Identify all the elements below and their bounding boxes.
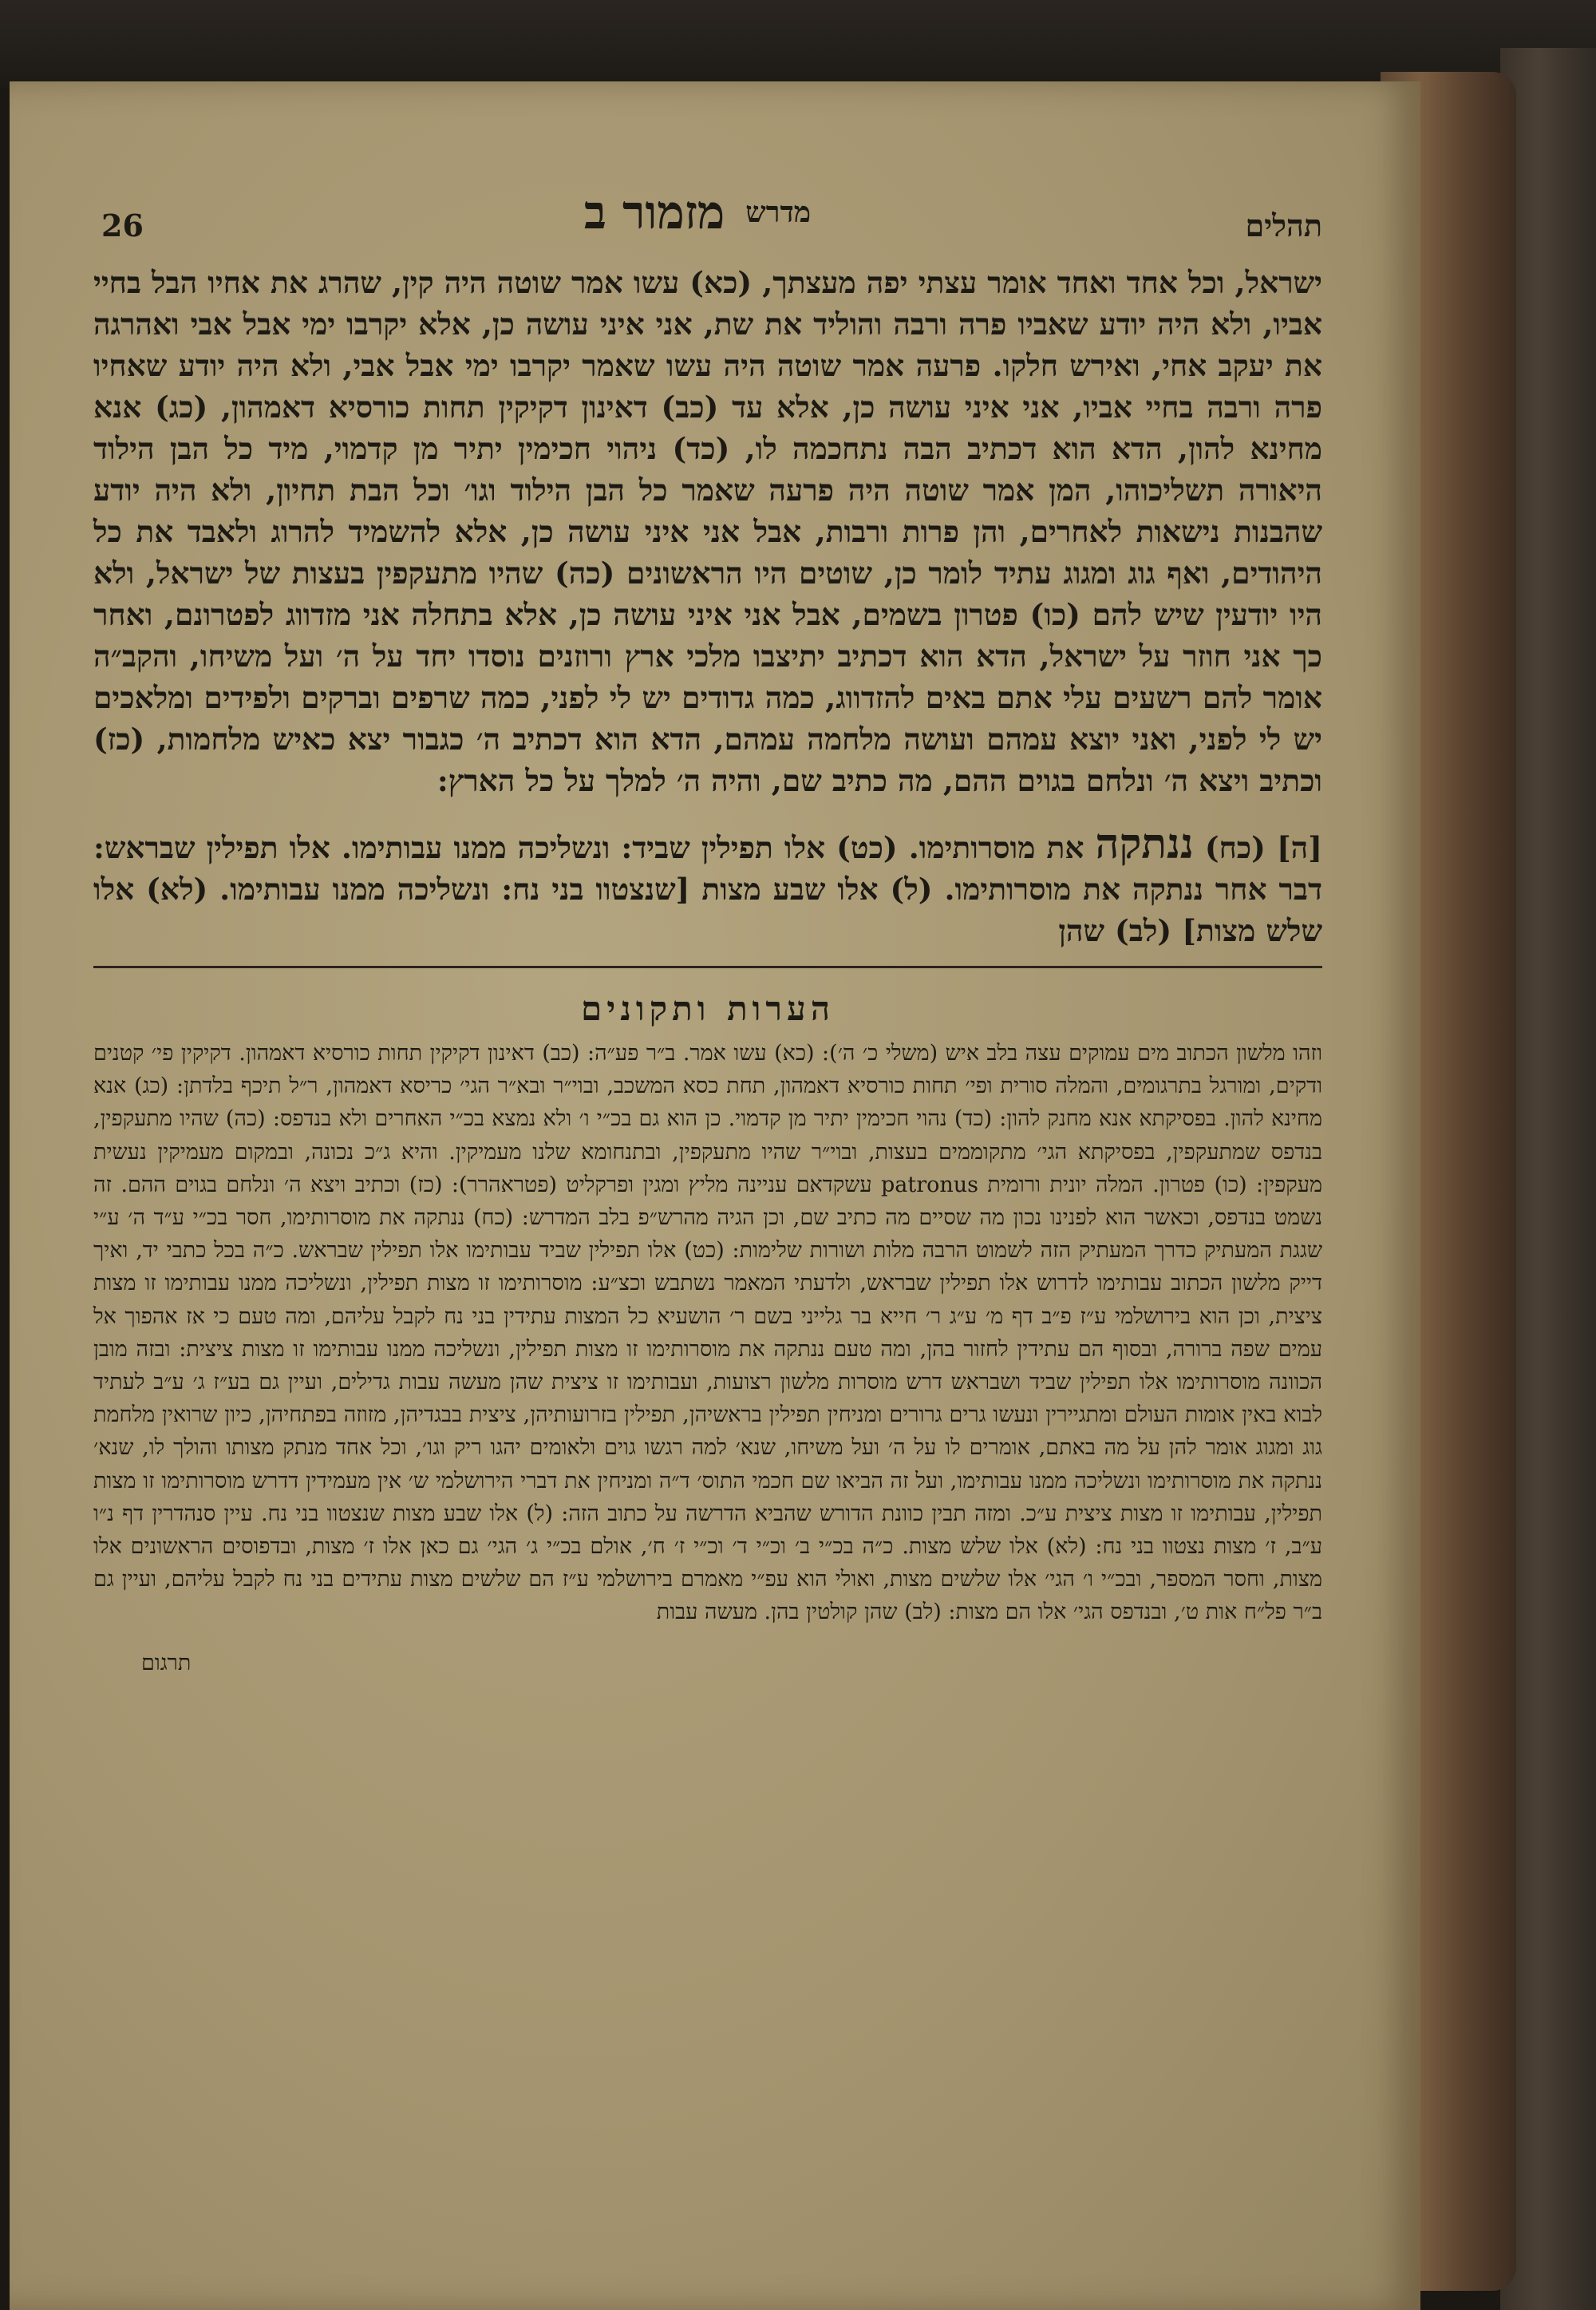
section-divider bbox=[93, 966, 1322, 968]
running-header bbox=[93, 185, 1322, 262]
verse-text: את מוסרותימו. (כט) אלו תפילין שביד: ונשליכה ממנו עבותימו. אלו תפילין שבראש: דבר אחר ננתקה את מוסרותימו. (ל) אלו שבע מצות [שנצטוו בני נח: ונשליכה ממנו עבותימו. (לא) אלו שלש מצות] (לב) שהן bbox=[93, 830, 1322, 948]
main-text: ישראל, וכל אחד ואחד אומר עצתי יפה מעצתך, (כא) עשו אמר שוטה היה קין, שהרג את אחיו הבל בחיי אביו, ולא היה יודע שאביו פרה ורבה והוליד את שת, אני איני עושה כן, אלא יקרבו ימי אבל אבי ואהרגה את יעקב אחי, ואירש חלקו. פרעה אמר שוטה היה עשו שאמר יקרבו ימי אבל אבי, ולא היה יודע שאחיו פרה ורבה בחיי אביו, אני איני עושה כן, אלא עד (כב) דאינון דקיקין תחות כורסיא דאמהון, (כג) אנא מחינא להון, הדא הוא דכתיב הבה נתחכמה לו, (כד) ניהוי חכימין יתיר מן קדמוי, מיד כל הבן הילוד היאורה תשליכוהו, המן אמר שוטה היה פרעה שאמר כל הבן הילוד וגו׳ וכל הבת תחיון, ולא היה יודע שהבנות נישאות לאחרים, והן פרות ורבות, אבל אני איני עושה כן, אלא להשמיד להרוג ולאבד את כל היהודים, ואף גוג ומגוג עתיד לומר כן, שוטים היו הראשונים (כה) שהיו מתעקפין בעצות של ישראל, ולא היו יודעין שיש להם (כו) פטרון בשמים, אבל אני איני עושה כן, אלא בתחלה אני מזדווג לפטרונם, ואחר כך אני חוזר על ישראל, הדא הוא דכתיב יתיצבו מלכי ארץ ורוזנים נוסדו יחד על ה׳ ועל משיחו, והקב״ה אומר להם רשעים עלי אתם באים להזדווג, כמה גדודים יש לי לפני, כמה שרפים וברקים ולפידים ומלאכים יש לי לפני, ואני יוצא עמהם ועושה מלחמה עמהם, הדא הוא דכתיב ה׳ כגבור יצא כאיש מלחמות, (כז) וכתיב ויצא ה׳ ונלחם בגוים ההם, מה כתיב שם, והיה ה׳ למלך על כל הארץ: bbox=[93, 265, 1322, 798]
verse-marker: [ה] (כח) bbox=[1204, 830, 1322, 865]
header-book-title: תהלים bbox=[1245, 208, 1322, 243]
catchword: תרגום bbox=[141, 1650, 192, 1675]
book-page bbox=[10, 81, 1420, 2310]
header-center bbox=[93, 185, 1322, 239]
verse-headword: ננתקה bbox=[1095, 820, 1194, 868]
page-number: 26 bbox=[101, 208, 144, 243]
book-cover-top bbox=[0, 0, 1596, 88]
header-mizmor: מזמור ב bbox=[583, 185, 725, 239]
verse-section bbox=[93, 820, 1322, 951]
page-content bbox=[93, 185, 1322, 1675]
notes-title: הערות ותקונים bbox=[580, 989, 835, 1028]
header-midrash: מדרש bbox=[745, 196, 812, 229]
notes-text: וזהו מלשון הכתוב מים עמוקים עצה בלב איש (משלי כ׳ ה׳): (כא) עשו אמר. ב״ר פע״ה: (כב) דאינון דקיקין תחות כורסיא דאמהון. דקיקין פי׳ קטנים ודקים, ומורגל בתרגומים, והמלה סורית ופי׳ תחות כורסיא דאמהון, תחת כסא המשכב, ובוי״ר ובא״ר הגי׳ כריסא דאמהון, ר״ל תיכף בלדתן: (כג) אנא מחינא להון. בפסיקתא אנא מחנק להון: (כד) נהוי חכימין יתיר מן קדמוי. כן הוא גם בכ״י ו׳ ולא נמצא בכ״י האחרים ולא בנדפס: (כה) שהיו מתעקפין, בנדפס שמתעקפין, בפסיקתא הגי׳ מתקוממים בעצות, ובוי״ר שהיו מתעקפין, ובתנחומא שלנו מעמיקין. והיא ג״כ נכונה, ובמקום מעמיקין נעשית מעקפין: (כו) פטרון. המלה יונית ורומית patronus עשקדאם עניינה מליץ ומגין ופרקליט (פטראהרר): (כז) וכתיב ויצא ה׳ ונלחם בגוים ההם. זה נשמט בנדפס, וכאשר הוא לפנינו נכון מה שסיים מה כתיב שם, וכן הגיה מהרש״פ בלב המדרש: (כח) ננתקה את מוסרותימו, חסר בכ״י ע״ד ה׳ ע״י שגגת המעתיק כדרך המעתיק הזה לשמוט הרבה מלות ושורות שלימות: (כט) אלו תפילין שביד עבותימו אלו תפילין שבראש. כ״ה בכל כתבי יד, ואיך דייק מלשון הכתוב עבותימו לדרוש אלו תפילין שבראש, ולדעתי המאמר נשתבש וכצ״ע: מוסרותימו זו מצות תפילין, ונשליכה ממנו עבותימו זו מצות ציצית, וכן הוא בירושלמי ע״ז פ״ב דף מ׳ ע״ג ר׳ חייא בר גלייני בשם ר׳ הושעיא כל המצות עתידין בני נח לקבל עליהם, ומה טעם כי אז אהפוך אל עמים שפה ברורה, ובסוף הם עתידין לחזור בהן, ומה טעם ננתקה את מוסרותימו זו מצות תפילין, ונשליכה ממנו עבותימו זו מצות ציצית: ובזה מובן הכוונה מוסרותימו אלו תפילין שביד ושבראש דרש מוסרות מלשון רצועות, ועבותימו זו ציצית שהן מעשה עבות גדילים, ועיין גם בע״ז ג׳ ע״ב לעתיד לבוא באין אומות העולם ומתגיירין ונעשו גרים גרורים ומניחין תפילין בראשיהן, תפילין בזרועותיהן, ציצית בבגדיהן, מזוזה בפתחיהן, כיון שרואין מלחמת גוג ומגוג אומר להן על מה באתם, אומרים לו על ה׳ ועל משיחו, שנא׳ למה רגשו גוים ולאומים יהגו ריק וגו׳, וכל אחד מנתק מצותו והולך לו, שנא׳ ננתקה את מוסרותימו ונשליכה ממנו עבותימו, ועל זה הביאו שם חכמי התוס׳ ד״ה ומניחין את דברי הירושלמי ש׳ אין מעמידין דדרש מוסרותימו זו מצות תפילין, עבותימו זו מצות ציצית ע״כ. ומזה תבין כוונת הדורש שהביא הדרשה על כתוב הזה: (ל) אלו שבע מצות שנצטוו בני נח. עיין סנהדרין דף נ״ו ע״ב, ז׳ מצות נצטוו בני נח: (לא) אלו שלש מצות. כ״ה בכ״י ב׳ וכ״י ד׳ וכ״י ז׳ ח׳, אולם בכ״י ג׳ הגי׳ גם כאן אלו ז׳ מצות, ובדפוסים הראשונים אלו מצות, וחסר המספר, ובכ״י ו׳ הגי׳ אלו שלשים מצות, ואולי הוא עפ״י מאמרם בירושלמי ע״ז הם שלשים מצות עתידים בני נח לקבל עליהם, ועיין גם ב״ר פל״ח אות ט׳, ובנדפס הגי׳ אלו הם מצות: (לב) שהן קולטין בהן. מעשה עבות bbox=[93, 1041, 1322, 1625]
